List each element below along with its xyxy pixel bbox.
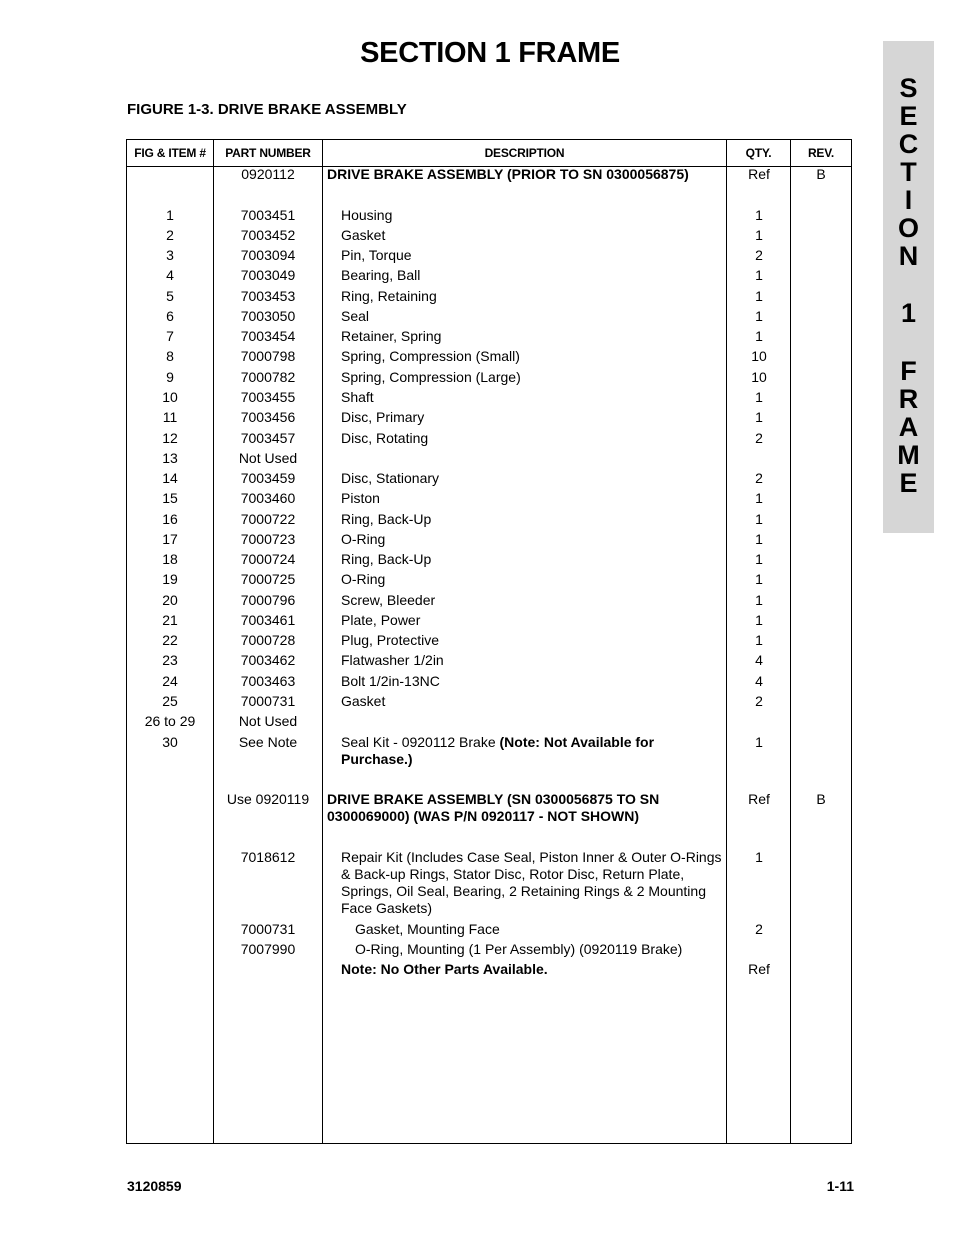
description-text: Piston	[341, 490, 380, 506]
item-number-cell: 7	[166, 328, 174, 344]
quantity-cell: 2	[755, 921, 763, 937]
part-number-cell: Not Used	[238, 450, 298, 466]
description-cell	[327, 612, 723, 629]
part-number-cell: 7018612	[240, 849, 296, 865]
figure-title: FIGURE 1-3. DRIVE BRAKE ASSEMBLY	[127, 101, 407, 118]
description-cell	[327, 673, 723, 690]
description-text: Bearing, Ball	[341, 267, 421, 283]
part-number-cell: 7000722	[240, 511, 296, 527]
description-text: Ring, Retaining	[341, 288, 437, 304]
item-number-cell: 15	[162, 490, 178, 506]
description-cell	[327, 247, 723, 264]
description-text: Gasket, Mounting Face	[355, 921, 500, 937]
description-bold-text: Note: No Other Parts Available.	[341, 961, 548, 977]
column-header-item: FIG & ITEM #	[134, 146, 206, 160]
description-text: Ring, Back-Up	[341, 551, 432, 567]
description-cell	[327, 511, 723, 528]
description-cell	[327, 652, 723, 669]
quantity-cell: Ref	[748, 791, 770, 807]
description-text: Spring, Compression (Large)	[341, 369, 521, 385]
description-cell	[327, 470, 723, 487]
item-number-cell: 6	[166, 308, 174, 324]
part-number-cell: 7003460	[240, 490, 296, 506]
description-text: Gasket	[341, 693, 386, 709]
description-text: Retainer, Spring	[341, 328, 442, 344]
item-number-cell: 3	[166, 247, 174, 263]
description-text: Disc, Rotating	[341, 430, 429, 446]
description-text: Repair Kit (Includes Case Seal, Piston Inner & Outer O-Rings & Back-up Rings, Stator Disc, Rotor Disc, Return Plate, Springs, Oil Seal, Bearing, 2 Retaining Rings & 2 Mounting Face Gaskets)	[341, 849, 722, 916]
document-number: 3120859	[127, 1178, 182, 1194]
description-text: Seal	[341, 308, 370, 324]
item-number-cell: 24	[162, 673, 178, 689]
description-cell	[327, 531, 723, 548]
quantity-cell: 1	[755, 409, 763, 425]
quantity-cell: 1	[755, 267, 763, 283]
quantity-cell: 2	[755, 470, 763, 486]
part-number-cell: 7003455	[240, 389, 296, 405]
description-cell	[327, 409, 723, 426]
part-number-cell: 7003463	[240, 673, 296, 689]
description-cell	[327, 693, 723, 710]
part-number-cell: 7003452	[240, 227, 296, 243]
description-cell	[327, 308, 723, 325]
quantity-cell: 4	[755, 652, 763, 668]
description-cell	[327, 961, 723, 978]
part-number-cell: 7003454	[240, 328, 296, 344]
item-number-cell: 11	[162, 409, 178, 425]
part-number-cell: 7000731	[240, 693, 296, 709]
description-text: O-Ring	[341, 571, 386, 587]
description-note: (Note: Not Available for Purchase.)	[341, 734, 655, 767]
description-cell	[327, 369, 723, 386]
side-tab-letter: T	[900, 157, 917, 187]
description-cell	[327, 921, 723, 938]
quantity-cell: 1	[755, 511, 763, 527]
part-number-cell: 7003456	[240, 409, 296, 425]
item-number-cell: 30	[162, 734, 178, 750]
item-number-cell: 1	[166, 207, 174, 223]
item-number-cell: 12	[162, 430, 178, 446]
side-tab-letter: E	[899, 468, 918, 498]
item-number-cell: 22	[162, 632, 178, 648]
quantity-cell: 1	[755, 308, 763, 324]
description-text: O-Ring, Mounting (1 Per Assembly) (0920119 Brake)	[355, 941, 683, 957]
description-text: Gasket	[341, 227, 386, 243]
quantity-cell: 1	[755, 328, 763, 344]
quantity-cell: 4	[755, 673, 763, 689]
description-text: Disc, Stationary	[341, 470, 440, 486]
description-text: Housing	[341, 207, 393, 223]
description-text: Bolt 1/2in-13NC	[341, 673, 440, 689]
side-tab-letter: N	[898, 241, 919, 271]
quantity-cell: 2	[755, 247, 763, 263]
quantity-cell: 10	[751, 369, 767, 385]
side-tab-letter: I	[904, 185, 913, 215]
item-number-cell: 9	[166, 369, 174, 385]
quantity-cell: 1	[755, 849, 763, 865]
quantity-cell: 1	[755, 571, 763, 587]
page-number: 1-11	[826, 1178, 854, 1194]
part-number-cell: 7000731	[240, 921, 296, 937]
description-text: O-Ring	[341, 531, 386, 547]
item-number-cell: 5	[166, 288, 174, 304]
description-text: Pin, Torque	[341, 247, 412, 263]
revision-cell: B	[816, 166, 826, 182]
part-number-cell: 7000798	[240, 348, 296, 364]
description-bold-text: DRIVE BRAKE ASSEMBLY (PRIOR TO SN 0300056875)	[327, 166, 689, 182]
quantity-cell: 2	[755, 430, 763, 446]
column-divider	[322, 140, 323, 1143]
side-tab-letter: E	[899, 101, 918, 131]
side-tab-letter: O	[897, 213, 919, 243]
side-tab-letter: S	[899, 73, 918, 103]
description-cell	[327, 734, 723, 768]
part-number-cell: 7003453	[240, 288, 296, 304]
part-number-cell: 7003451	[240, 207, 296, 223]
quantity-cell: 1	[755, 490, 763, 506]
description-text: Ring, Back-Up	[341, 511, 432, 527]
part-number-cell: See Note	[238, 734, 298, 750]
item-number-cell: 10	[162, 389, 178, 405]
quantity-cell: Ref	[748, 166, 770, 182]
item-number-cell: 25	[162, 693, 178, 709]
description-cell	[327, 288, 723, 305]
description-text: Flatwasher 1/2in	[341, 652, 444, 668]
description-cell	[327, 207, 723, 224]
item-number-cell: 26 to 29	[144, 713, 196, 729]
description-cell	[327, 227, 723, 244]
item-number-cell: 14	[162, 470, 178, 486]
description-cell	[327, 328, 723, 345]
description-cell	[327, 849, 723, 917]
part-number-cell: 0920112	[241, 166, 295, 182]
description-text: Plug, Protective	[341, 632, 440, 648]
column-header-part-number: PART NUMBER	[225, 146, 311, 160]
part-number-cell: 7003094	[240, 247, 296, 263]
quantity-cell: 1	[755, 592, 763, 608]
side-tab-letter: 1	[900, 298, 917, 328]
part-number-cell: 7000724	[240, 551, 296, 567]
description-cell	[327, 941, 723, 958]
description-cell	[327, 632, 723, 649]
item-number-cell: 19	[162, 571, 178, 587]
part-number-cell: 7000796	[240, 592, 296, 608]
description-text: Spring, Compression (Small)	[341, 348, 520, 364]
part-number-cell: 7000725	[240, 571, 296, 587]
page-title: SECTION 1 FRAME	[360, 37, 620, 69]
description-cell	[327, 430, 723, 447]
description-cell	[327, 490, 723, 507]
quantity-cell: 1	[755, 612, 763, 628]
description-bold-text: DRIVE BRAKE ASSEMBLY (SN 0300056875 TO SN 0300069000) (WAS P/N 0920117 - NOT SHOWN)	[327, 791, 660, 824]
part-number-cell: 7000723	[240, 531, 296, 547]
part-number-cell: 7000728	[240, 632, 296, 648]
description-cell	[327, 551, 723, 568]
item-number-cell: 2	[166, 227, 174, 243]
part-number-cell: 7003459	[240, 470, 296, 486]
parts-table	[126, 139, 852, 1144]
description-text: Disc, Primary	[341, 409, 425, 425]
quantity-cell: 1	[755, 207, 763, 223]
part-number-cell: 7003050	[240, 308, 296, 324]
column-divider	[726, 140, 727, 1143]
item-number-cell: 20	[162, 592, 178, 608]
description-text: Plate, Power	[341, 612, 421, 628]
item-number-cell: 23	[162, 652, 178, 668]
part-number-cell: 7003457	[240, 430, 296, 446]
description-text: Screw, Bleeder	[341, 592, 436, 608]
description-text: Seal Kit - 0920112 Brake	[341, 734, 500, 750]
quantity-cell: 1	[755, 288, 763, 304]
quantity-cell: 1	[755, 734, 763, 750]
quantity-cell: 1	[755, 531, 763, 547]
item-number-cell: 4	[166, 267, 174, 283]
description-cell	[327, 592, 723, 609]
column-header-qty: QTY.	[745, 146, 772, 160]
section-side-tab	[883, 41, 934, 533]
part-number-cell: Use 0920119	[226, 791, 310, 807]
quantity-cell: 1	[755, 227, 763, 243]
part-number-cell: 7003049	[240, 267, 296, 283]
item-number-cell: 17	[162, 531, 178, 547]
description-text: Shaft	[341, 389, 374, 405]
column-divider	[790, 140, 791, 1143]
description-cell	[327, 791, 723, 825]
item-number-cell: 21	[162, 612, 178, 628]
side-tab-letter: C	[898, 129, 919, 159]
description-cell	[327, 348, 723, 365]
item-number-cell: 16	[162, 511, 178, 527]
quantity-cell: Ref	[748, 961, 770, 977]
description-cell	[327, 389, 723, 406]
item-number-cell: 13	[162, 450, 178, 466]
side-tab-letter: F	[900, 356, 917, 386]
description-cell	[327, 166, 723, 183]
description-cell	[327, 571, 723, 588]
part-number-cell: Not Used	[238, 713, 298, 729]
side-tab-letter: A	[898, 412, 919, 442]
part-number-cell: 7007990	[240, 941, 296, 957]
part-number-cell: 7000782	[240, 369, 296, 385]
quantity-cell: 1	[755, 551, 763, 567]
item-number-cell: 18	[162, 551, 178, 567]
column-header-rev: REV.	[807, 146, 835, 160]
item-number-cell: 8	[166, 348, 174, 364]
revision-cell: B	[816, 791, 826, 807]
part-number-cell: 7003461	[240, 612, 296, 628]
part-number-cell: 7003462	[240, 652, 296, 668]
quantity-cell: 2	[755, 693, 763, 709]
column-header-description: DESCRIPTION	[484, 146, 565, 160]
quantity-cell: 10	[751, 348, 767, 364]
quantity-cell: 1	[755, 389, 763, 405]
quantity-cell: 1	[755, 632, 763, 648]
description-cell	[327, 267, 723, 284]
side-tab-letter: R	[898, 384, 919, 414]
side-tab-letter: M	[897, 440, 920, 470]
